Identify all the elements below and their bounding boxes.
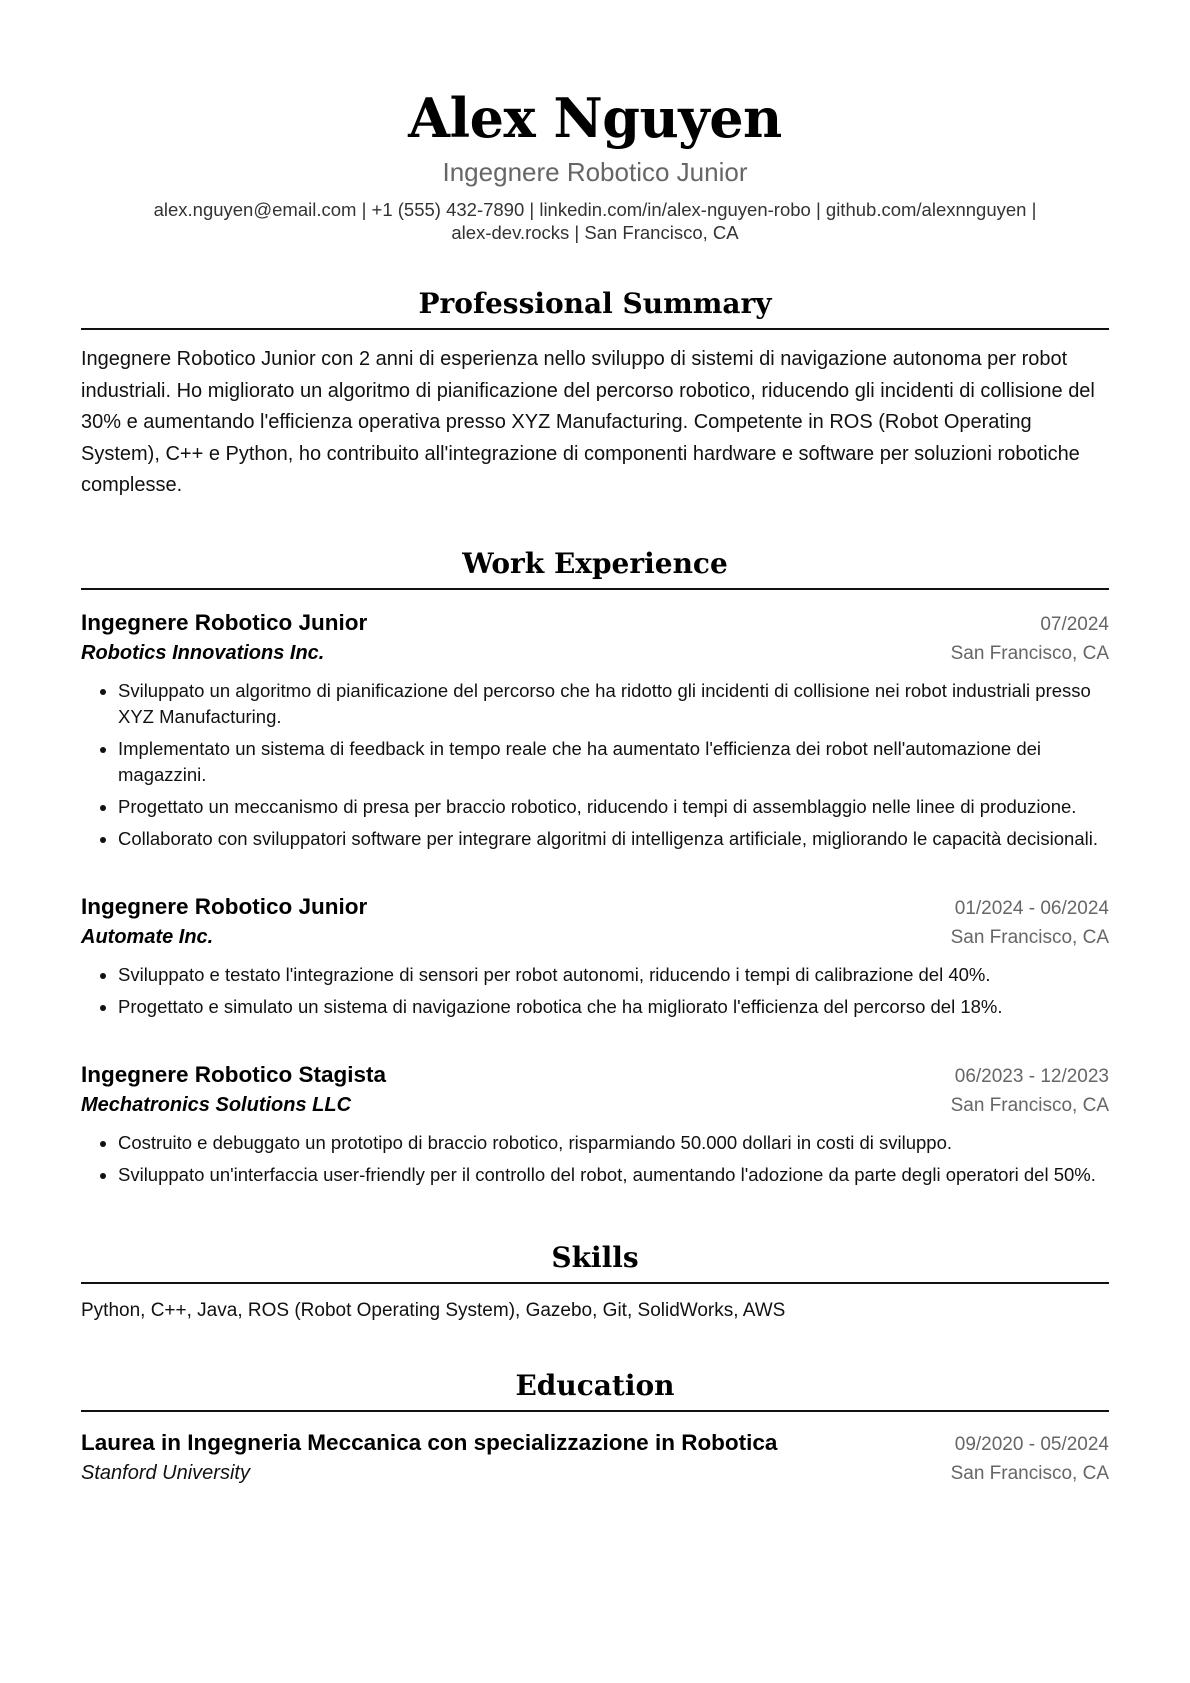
job-bullets [81, 678, 1109, 852]
education-entry [81, 1428, 1109, 1488]
job-bullets [81, 962, 1109, 1020]
education-section [81, 1368, 1109, 1488]
job-bullets [81, 1130, 1109, 1188]
job-location: San Francisco, CA [950, 642, 1109, 664]
section-title-skills: Skills [81, 1240, 1109, 1284]
contact-line: alex.nguyen@email.com | +1 (555) 432-7890 | linkedin.com/in/alex-nguyen-robo | github.com/alexnnguyen | [153, 199, 1037, 220]
contact-line: alex-dev.rocks | San Francisco, CA [451, 222, 739, 243]
candidate-name: Alex Nguyen [408, 86, 782, 150]
job-title: Ingegnere Robotico Junior [81, 893, 368, 919]
job-company: Automate Inc. [81, 925, 214, 948]
contact-info [81, 198, 1109, 244]
job-bullet: • Progettato e simulato un sistema di navigazione robotica che ha migliorato l'efficienza del percorso del 18%. [118, 994, 1109, 1020]
school-location: San Francisco, CA [950, 1462, 1109, 1484]
job-dates: 01/2024 - 06/2024 [954, 897, 1109, 919]
job-title: Ingegnere Robotico Junior [81, 609, 368, 635]
job-location: San Francisco, CA [950, 1094, 1109, 1116]
work-experience-section [81, 546, 1109, 1188]
job-bullet: • Sviluppato un'interfaccia user-friendly per il controllo del robot, aumentando l'adozione da parte degli operatori del 50%. [118, 1162, 1109, 1188]
skills-list: Python, C++, Java, ROS (Robot Operating System), Gazebo, Git, SolidWorks, AWS [81, 1299, 786, 1321]
job-entry [81, 892, 1109, 1020]
section-title-work: Work Experience [81, 546, 1109, 590]
job-bullet: • Implementato un sistema di feedback in tempo reale che ha aumentato l'efficienza dei robot nell'automazione dei magazzini. [118, 736, 1109, 788]
summary-section [81, 286, 1109, 502]
job-bullet: • Sviluppato e testato l'integrazione di sensori per robot autonomi, riducendo i tempi di calibrazione del 40%. [118, 962, 1109, 988]
job-location: San Francisco, CA [950, 926, 1109, 948]
education-dates: 09/2020 - 05/2024 [954, 1433, 1109, 1455]
job-company: Robotics Innovations Inc. [81, 641, 325, 664]
degree-title: Laurea in Ingegneria Meccanica con specializzazione in Robotica [81, 1429, 778, 1455]
section-title-education: Education [81, 1368, 1109, 1412]
skills-section [81, 1240, 1109, 1324]
job-bullet: • Collaborato con sviluppatori software per integrare algoritmi di intelligenza artificiale, migliorando le capacità decisionali. [118, 826, 1109, 852]
job-bullet: • Costruito e debuggato un prototipo di braccio robotico, risparmiando 50.000 dollari in costi di sviluppo. [118, 1130, 1109, 1156]
summary-text: Ingegnere Robotico Junior con 2 anni di esperienza nello sviluppo di sistemi di navigazione autonoma per robot industriali. Ho migliorato un algoritmo di pianificazione del percorso robotico, riducendo gli incidenti di collisione del 30% e aumentando l'efficienza operativa presso XYZ Manufacturing. Competente in ROS (Robot Operating System), C++ e Python, ho contribuito all'integrazione di componenti hardware e software per soluzioni robotiche complesse. [81, 348, 1095, 496]
job-dates: 06/2023 - 12/2023 [954, 1065, 1109, 1087]
section-title-summary: Professional Summary [81, 286, 1109, 330]
job-dates: 07/2024 [1040, 613, 1109, 635]
job-bullet: • Progettato un meccanismo di presa per braccio robotico, riducendo i tempi di assemblaggio nelle linee di produzione. [118, 794, 1109, 820]
job-company: Mechatronics Solutions LLC [81, 1093, 352, 1116]
job-entry [81, 608, 1109, 852]
resume-header [81, 0, 1109, 244]
candidate-role: Ingegnere Robotico Junior [442, 157, 748, 187]
school-name: Stanford University [81, 1461, 250, 1484]
job-title: Ingegnere Robotico Stagista [81, 1061, 387, 1087]
job-bullet: • Sviluppato un algoritmo di pianificazione del percorso che ha ridotto gli incidenti di collisione nei robot industriali presso XYZ Manufacturing. [118, 678, 1109, 730]
job-entry [81, 1060, 1109, 1188]
